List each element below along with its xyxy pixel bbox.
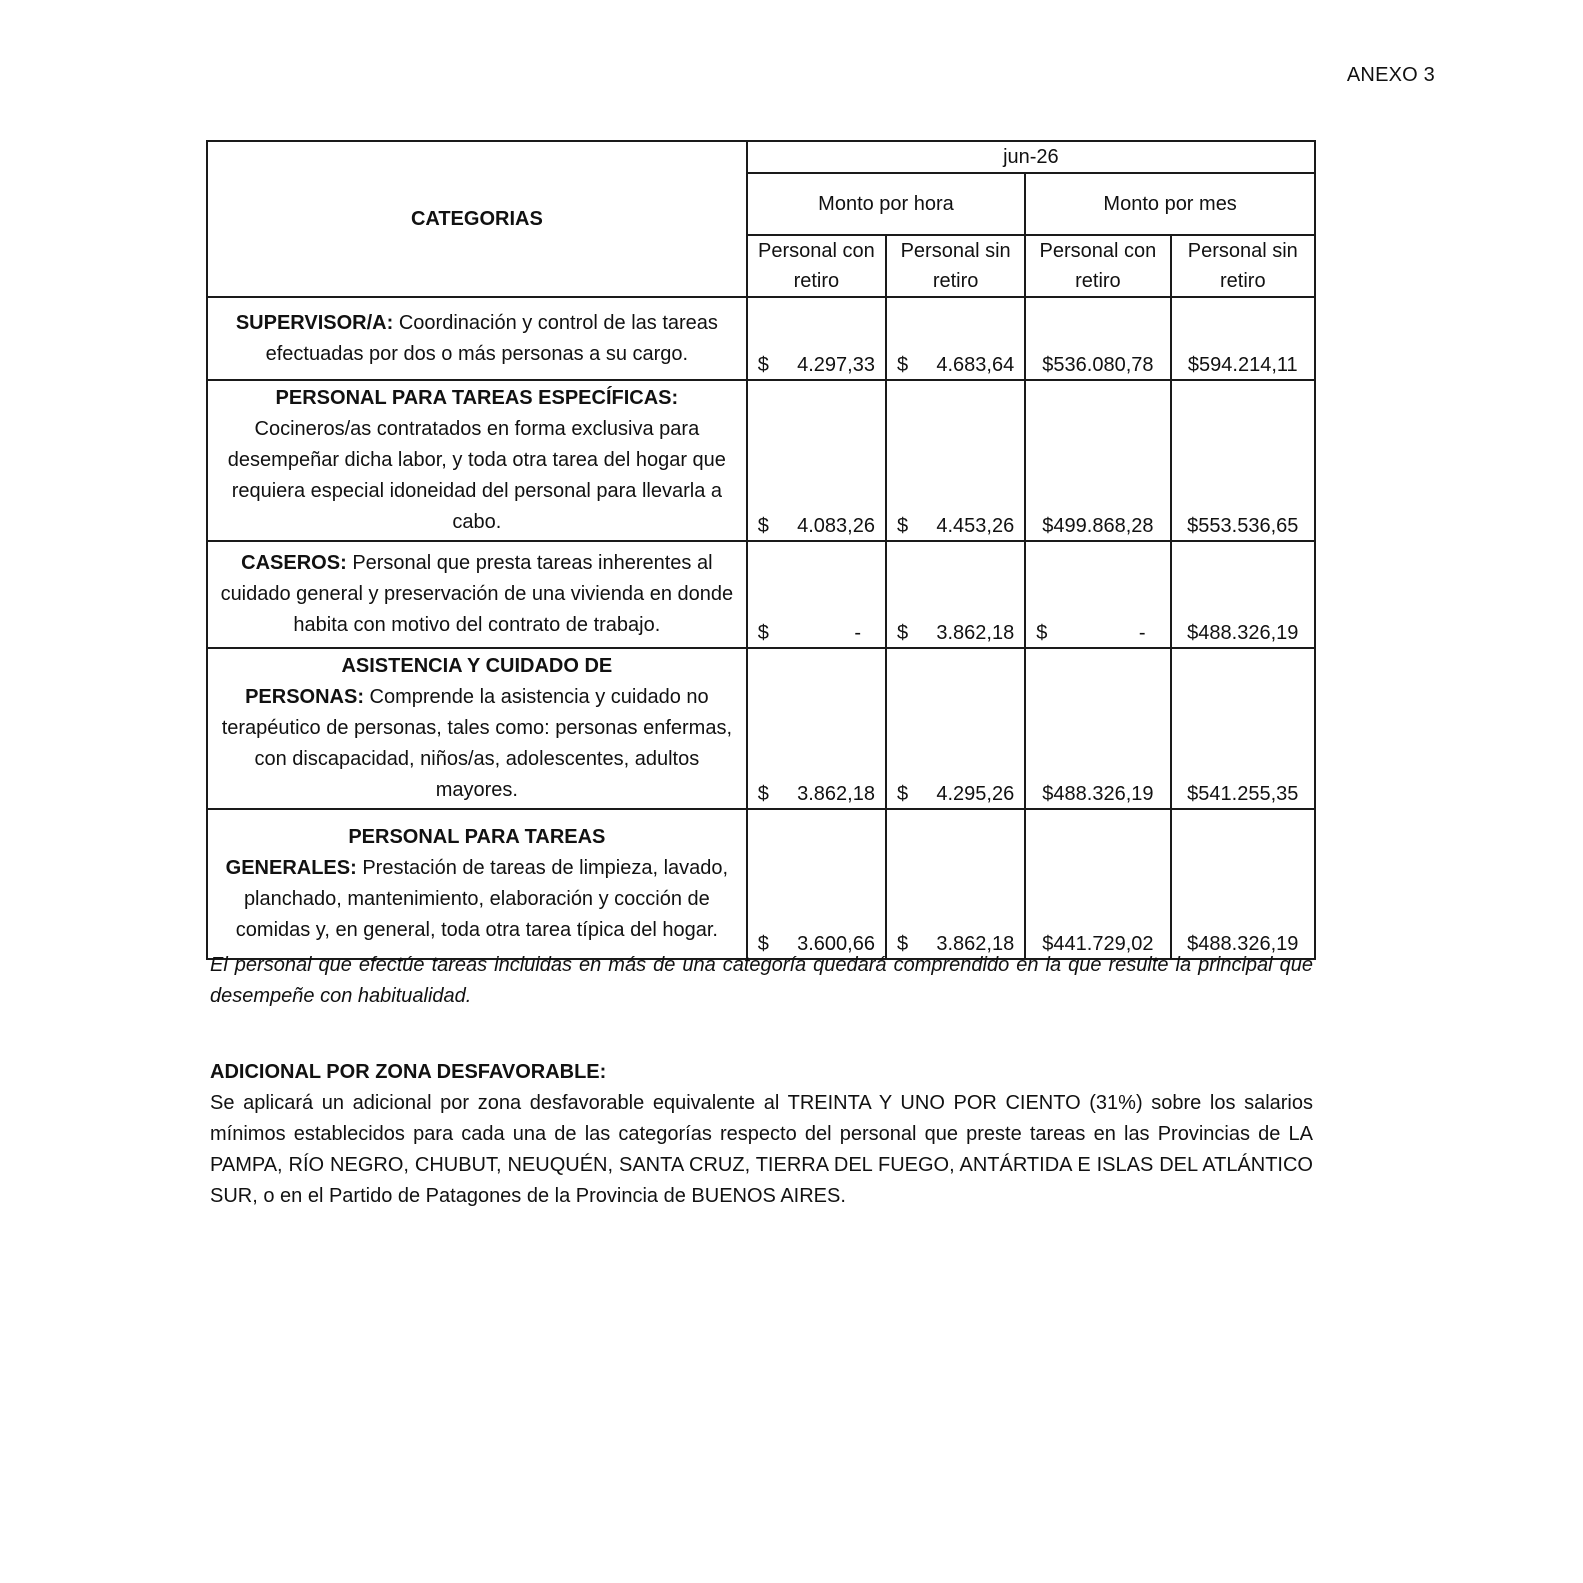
additional-title: ADICIONAL POR ZONA DESFAVORABLE: [210, 1061, 607, 1083]
month-group-header: Monto por mes [1025, 173, 1315, 235]
month-with-retiro-header: Personal con retiro [1025, 235, 1170, 297]
month-with-cell: $536.080,78 [1025, 297, 1170, 380]
table-row [207, 297, 1315, 380]
categories-header: CATEGORIAS [207, 141, 747, 297]
table-row [207, 809, 1315, 959]
hour-with-retiro-header: Personal con retiro [747, 235, 886, 297]
category-note: El personal que efectúe tareas incluidas en más de una categoría quedará comprendido en la que resulte la principal que desempeñe con habitualidad. [210, 954, 1313, 1007]
month-without-cell: $488.326,19 [1171, 541, 1315, 648]
category-cell: CASEROS: Personal que presta tareas inherentes al cuidado general y preservación de una vivienda en donde habita con motivo del contrato de trabajo. [207, 541, 747, 648]
hour-without-cell: $ 4.453,26 [886, 380, 1025, 541]
hour-without-cell: $ 3.862,18 [886, 541, 1025, 648]
month-with-cell: $441.729,02 [1025, 809, 1170, 959]
month-without-cell: $488.326,19 [1171, 809, 1315, 959]
salary-table [206, 140, 1316, 960]
annex-label: ANEXO 3 [1346, 64, 1435, 86]
period-header: jun-26 [747, 141, 1315, 173]
category-cell: PERSONAL PARA TAREAS GENERALES: Prestación de tareas de limpieza, lavado, planchado, mantenimiento, elaboración y cocción de comidas y, en general, toda otra tarea típica del hogar. [207, 809, 747, 959]
month-with-cell: $488.326,19 [1025, 648, 1170, 809]
category-cell: ASISTENCIA Y CUIDADO DE PERSONAS: Comprende la asistencia y cuidado no terapéutico de personas, tales como: personas enfermas, con discapacidad, niños/as, adolescentes, adultos mayores. [207, 648, 747, 809]
hour-with-cell: $ 3.600,66 [747, 809, 886, 959]
additional-body: Se aplicará un adicional por zona desfavorable equivalente al TREINTA Y UNO POR CIENTO (31%) sobre los salarios mínimos establecidos para cada una de las categorías respecto del personal que preste tareas en las Provincias de LA PAMPA, RÍO NEGRO, CHUBUT, NEUQUÉN, SANTA CRUZ, TIERRA DEL FUEGO, ANTÁRTIDA E ISLAS DEL ATLÁNTICO SUR, o en el Partido de Patagones de la Provincia de BUENOS AIRES. [210, 1092, 1313, 1207]
category-cell: PERSONAL PARA TAREAS ESPECÍFICAS: Cocineros/as contratados en forma exclusiva para desempeñar dicha labor, y toda otra tarea del hogar que requiera especial idoneidad del personal para llevarla a cabo. [207, 380, 747, 541]
month-with-cell: $499.868,28 [1025, 380, 1170, 541]
hour-group-header: Monto por hora [747, 173, 1026, 235]
month-without-retiro-header: Personal sin retiro [1171, 235, 1315, 297]
category-cell: SUPERVISOR/A: Coordinación y control de las tareas efectuadas por dos o más personas a su cargo. [207, 297, 747, 380]
hour-with-cell: $ 4.297,33 [747, 297, 886, 380]
hour-with-cell: $ - [747, 541, 886, 648]
hour-without-retiro-header: Personal sin retiro [886, 235, 1025, 297]
hour-with-cell: $ 4.083,26 [747, 380, 886, 541]
month-without-cell: $553.536,65 [1171, 380, 1315, 541]
hour-without-cell: $ 4.683,64 [886, 297, 1025, 380]
month-with-cell: $ - [1025, 541, 1170, 648]
hour-without-cell: $ 3.862,18 [886, 809, 1025, 959]
table-row [207, 380, 1315, 541]
hour-with-cell: $ 3.862,18 [747, 648, 886, 809]
hour-without-cell: $ 4.295,26 [886, 648, 1025, 809]
table-row [207, 648, 1315, 809]
month-without-cell: $541.255,35 [1171, 648, 1315, 809]
month-without-cell: $594.214,11 [1171, 297, 1315, 380]
table-row [207, 541, 1315, 648]
